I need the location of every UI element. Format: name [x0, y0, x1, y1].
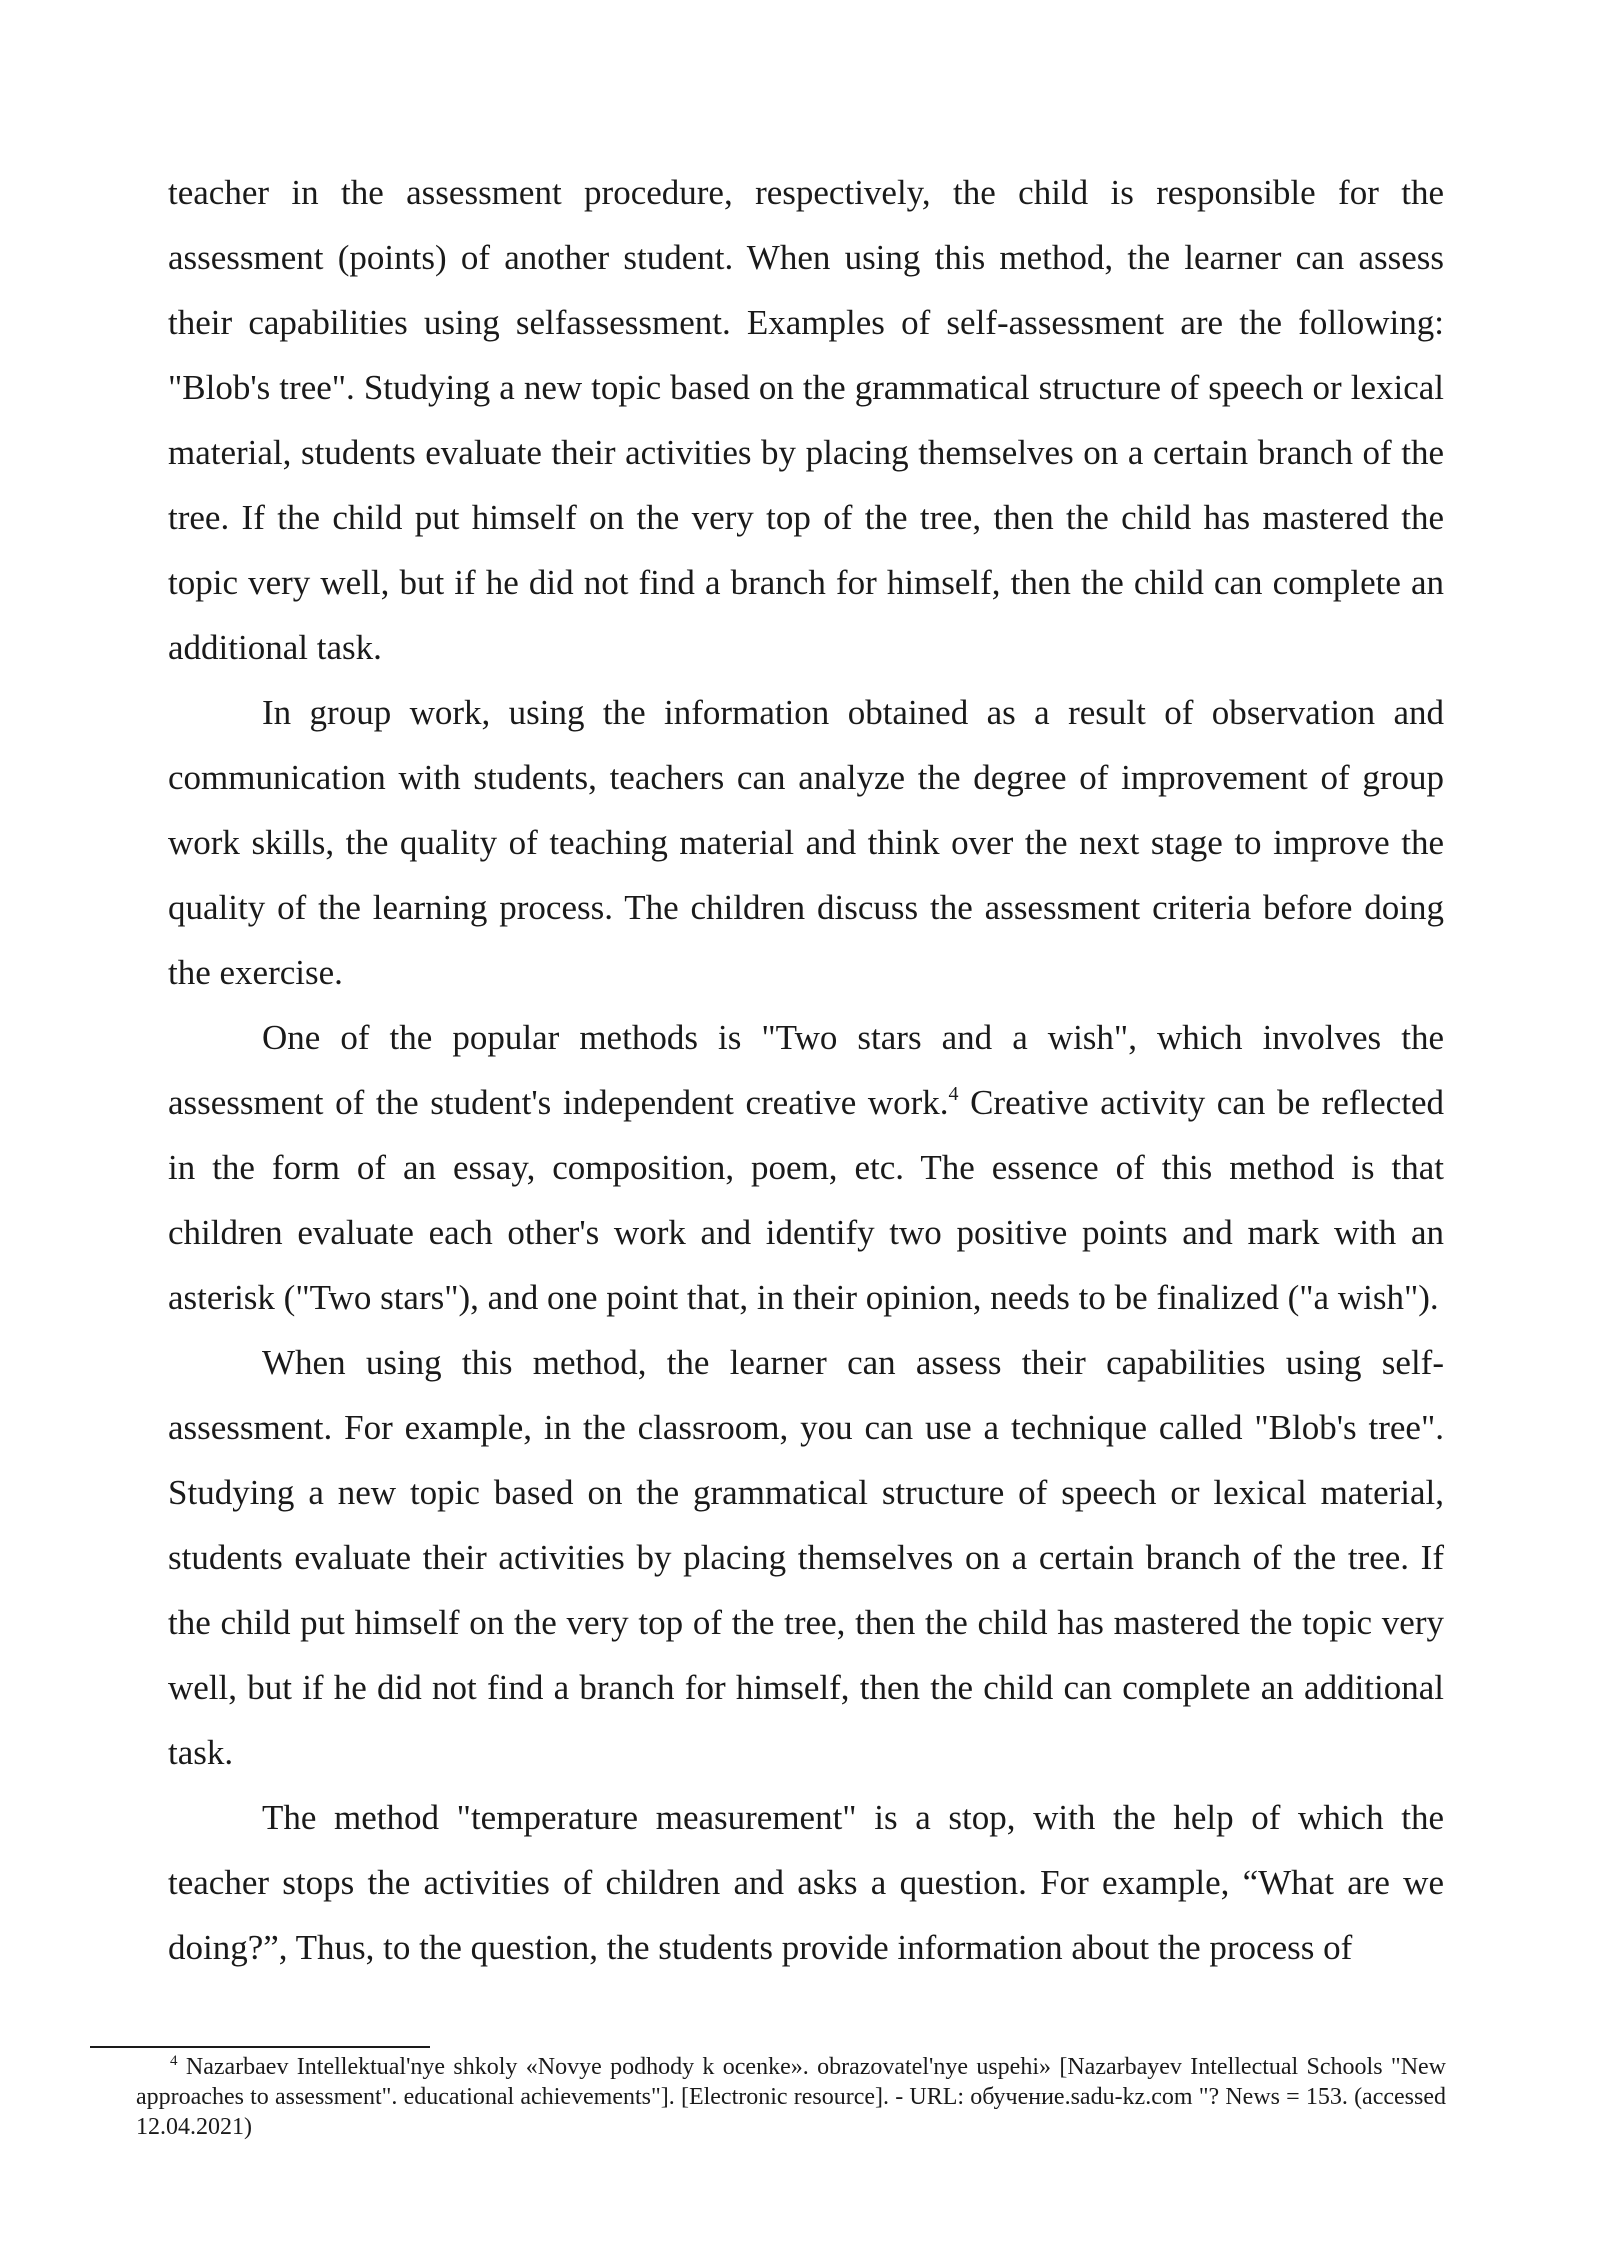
paragraph-4 — [168, 1330, 1444, 1785]
paragraph-1 — [168, 160, 1444, 680]
paragraph-4-text: When using this method, the learner can assess their capabilities using self-assessment. For example, in the classroom, you can use a technique called "Blob's tree". Studying a new topic based on the grammatical structure of speech or lexical material, students evaluate their activities by placing themselves on a certain branch of the tree. If the child put himself on the very top of the tree, then the child has mastered the topic very well, but if he did not find a branch for himself, then the child can complete an additional task. — [168, 1343, 1444, 1772]
paragraph-3 — [168, 1005, 1444, 1330]
paragraph-5 — [168, 1785, 1444, 1980]
paragraph-5-text: The method "temperature measurement" is a stop, with the help of which the teacher stops the activities of children and asks a question. For example, “What are we doing?”, Thus, to the question, the students provide information about the process of — [168, 1798, 1444, 1967]
body-text — [168, 160, 1444, 1980]
footnote-text: Nazarbaev Intellektual'nye shkoly «Novye podhody k ocenke». obrazovatel'nye uspehi» [Nazarbayev Intellectual Schools "New approaches to assessment". educational achievements"]. [Electronic resource]. - URL: обучение.sadu-kz.com "? News = 153. (accessed 12.04.2021) — [136, 2054, 1447, 2140]
footnote — [136, 2052, 1446, 2142]
paragraph-1-text: teacher in the assessment procedure, respectively, the child is responsible for the assessment (points) of another student. When using this method, the learner can assess their capabilities using selfassessment. Examples of self-assessment are the following: "Blob's tree". Studying a new topic based on the grammatical structure of speech or lexical material, students evaluate their activities by placing themselves on a certain branch of the tree. If the child put himself on the very top of the tree, then the child has mastered the topic very well, but if he did not find a branch for himself, then the child can complete an additional task. — [168, 173, 1444, 667]
paragraph-2 — [168, 680, 1444, 1005]
footnote-reference: 4 — [948, 1083, 959, 1105]
paragraph-2-text: In group work, using the information obtained as a result of observation and communication with students, teachers can analyze the degree of improvement of group work skills, the quality of teaching material and think over the next stage to improve the quality of the learning process. The children discuss the assessment criteria before doing the exercise. — [168, 693, 1444, 992]
footnote-separator — [90, 2046, 430, 2048]
paragraph-3-text-b: Creative activity can be reflected in the form of an essay, composition, poem, etc. The essence of this method is that children evaluate each other's work and identify two positive points and mark with an asterisk ("Two stars"), and one point that, in their opinion, needs to be finalized ("a wish"). — [168, 1083, 1444, 1317]
footnote-number: 4 — [170, 2053, 178, 2069]
paragraph-3-text-a: One of the popular methods is "Two stars and a wish", which involves the assessment of the student's independent creative work. — [168, 1018, 1444, 1122]
